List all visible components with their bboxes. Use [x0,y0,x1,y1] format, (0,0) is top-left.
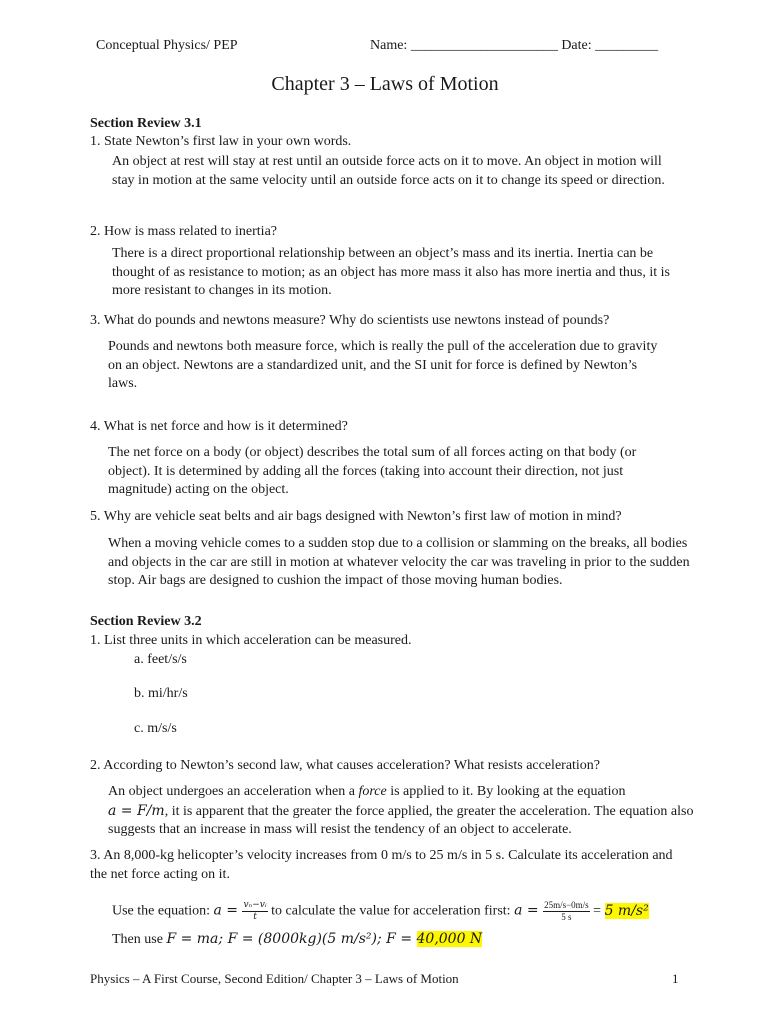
page-number: 1 [672,971,679,986]
answer-3-1-5: When a moving vehicle comes to a sudden stop due to a collision or slamming on the breaks, all bodies and objects in the car are still in motion at whatever velocity the car was traveling in prior to the sudden stop. Air bags are designed to cushion the impact of those moving human bodies. [108,536,690,588]
equation-line-1: Use the equation: a = $\frac{\text{vₙ−vᵢ}}{t}$ to calculate the value for acceleration first: a = $\frac{25m/s-0m/s}{5 s}$ = 5 m/s² [112,900,649,922]
question-3-1-3: 3. What do pounds and newtons measure? Why do scientists use newtons instead of pounds? [90,313,610,328]
section-heading-3-2: Section Review 3.2 [90,614,202,629]
equation-line-2: Then use F = ma; F = (8000kg)(5 m/s²); F = 40,000 N [112,931,483,947]
question-3-1-5: 5. Why are vehicle seat belts and air bags designed with Newton’s first law of motion in mind? [90,509,622,524]
highlighted-acceleration: 5 m/s² [604,902,649,919]
option-b: b. mi/hr/s [134,686,188,701]
question-3-2-3: 3. An 8,000-kg helicopter’s velocity increases from 0 m/s to 25 m/s in 5 s. Calculate its acceleration and the net force acting on it. [90,848,673,882]
option-c: c. m/s/s [134,721,177,736]
question-3-2-2: 2. According to Newton’s second law, what causes acceleration? What resists acceleration? [90,758,601,773]
answer-3-1-4: The net force on a body (or object) describes the total sum of all forces acting on that body (or object). It is determined by adding all the forces (taking into account their direction, not just magnitude) acting on the object. [108,445,637,497]
header-name-date: Name: _____________________ Date: _________ [370,38,659,53]
fraction-velocity: $\frac{\text{vₙ−vᵢ}}{t}$ [243,900,267,922]
question-3-1-4: 4. What is net force and how is it determined? [90,419,348,434]
footer-text: Physics – A First Course, Second Edition/ Chapter 3 – Laws of Motion [90,971,459,986]
page-title: Chapter 3 – Laws of Motion [271,73,499,95]
highlighted-force: 40,000 N [416,931,483,947]
question-3-2-1: 1. List three units in which acceleration can be measured. [90,633,412,648]
question-3-1-2: 2. How is mass related to inertia? [90,224,278,239]
question-3-1-1: 1. State Newton’s first law in your own words. [90,134,352,149]
answer-3-1-3: Pounds and newtons both measure force, which is really the pull of the acceleration due to gravity on an object. Newtons are a standardized unit, and the SI unit for force is defined by Newton’s laws. [108,339,658,391]
answer-3-1-1: An object at rest will stay at rest until an outside force acts on it to move. An object in motion will stay in motion at the same velocity until an outside force acts on it to change its speed or direction. [112,154,665,188]
header-course: Conceptual Physics/ PEP [96,38,238,53]
option-a: a. feet/s/s [134,652,187,667]
answer-3-2-2: An object undergoes an acceleration when a force is applied to it. By looking at the equation a = F/m, it is apparent that the greater the force applied, the greater the acceleration. The equation also suggests that an increase in mass will resist the tendency of an object to accelerate. [108,784,694,837]
section-heading-3-1: Section Review 3.1 [90,116,202,131]
answer-3-1-2: There is a direct proportional relationship between an object’s mass and its inertia. Inertia can be thought of as resistance to motion; as an object has more mass it also has more inertia and thus, it is more resistant to changes in its motion. [112,246,670,298]
fraction-acceleration: $\frac{25m/s-0m/s}{5 s}$ [544,900,589,922]
